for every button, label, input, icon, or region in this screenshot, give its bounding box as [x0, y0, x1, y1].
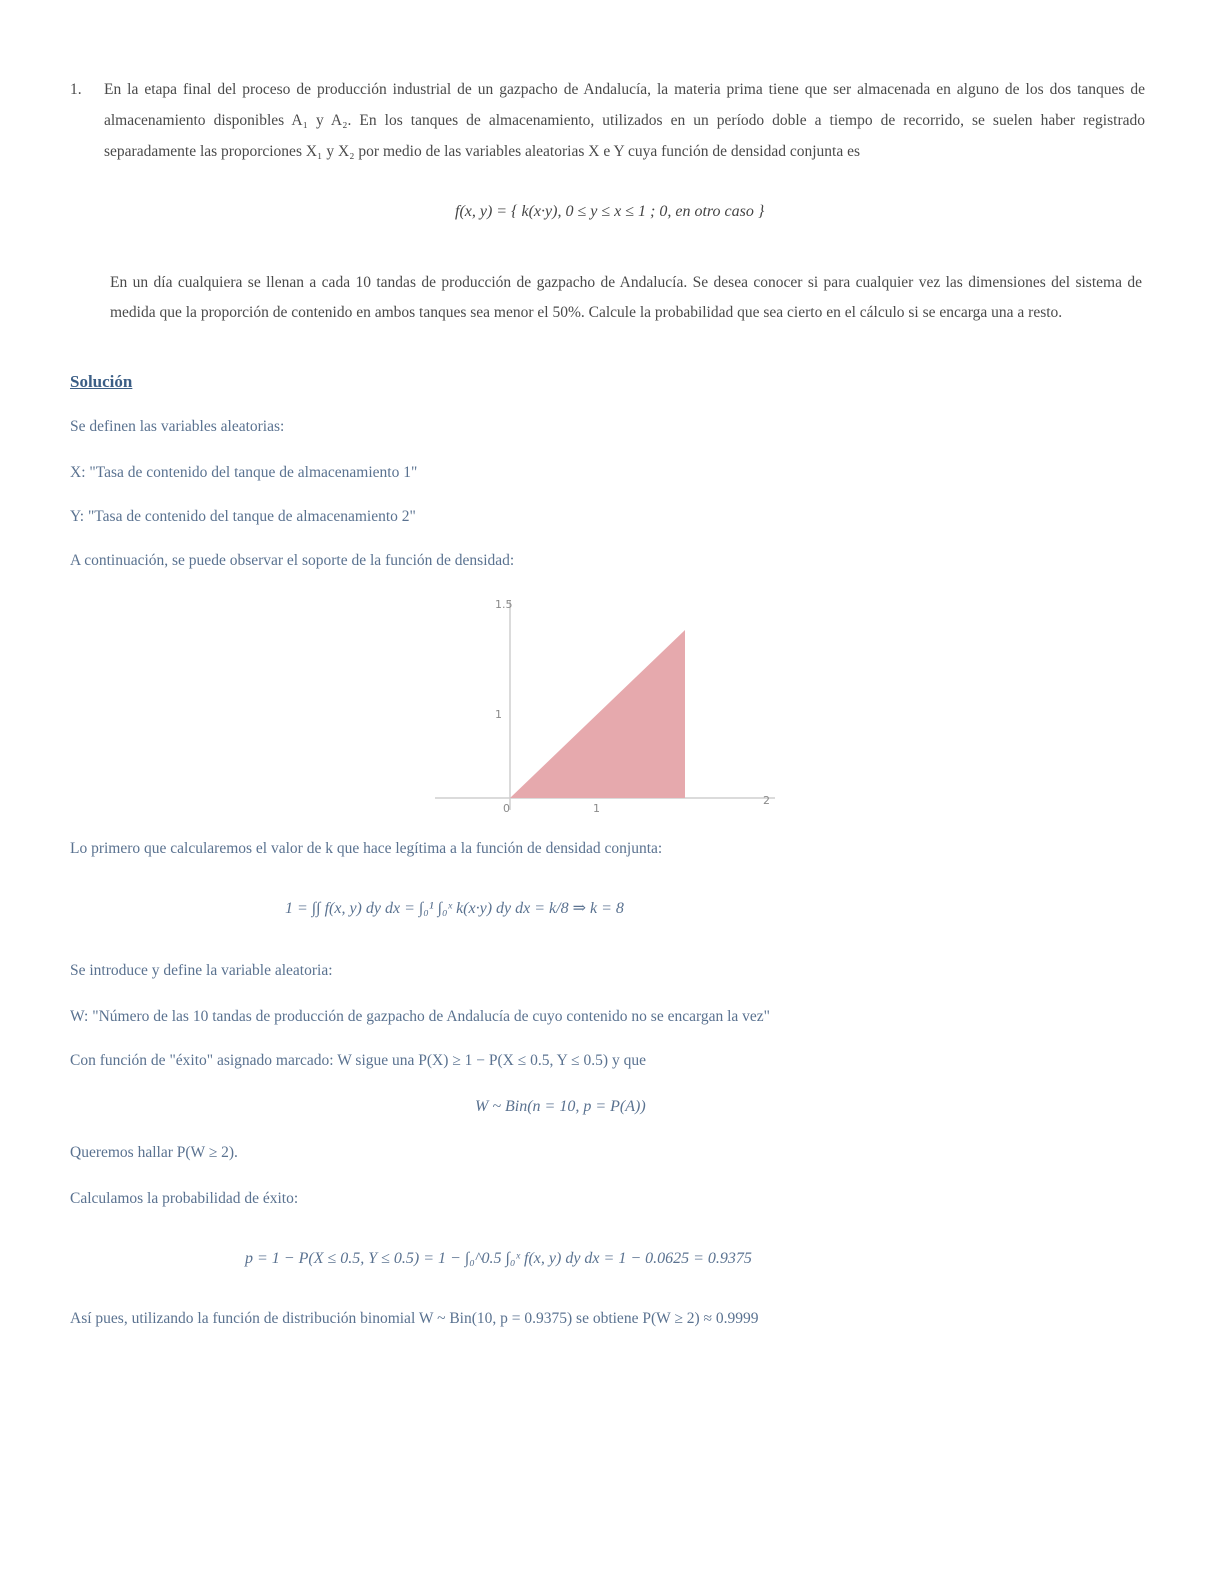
- x-tick-end: 2: [763, 794, 770, 807]
- binomial-equation: W ~ Bin(n = 10, p = P(A)): [475, 1098, 646, 1115]
- normalization-equation: 1 = ∫∫ f(x, y) dy dx = ∫₀¹ ∫₀ˣ k(x·y) dy dx = k/8 ⇒ k = 8: [285, 900, 624, 917]
- solution-line-5: Lo primero que calcularemos el valor de k que hace legítima a la función de densidad conjunta:: [70, 840, 663, 857]
- solution-line-2: X: "Tasa de contenido del tanque de almacenamiento 1": [70, 464, 418, 481]
- probability-equation: p = 1 − P(X ≤ 0.5, Y ≤ 0.5) = 1 − ∫₀^0.5 ∫₀ˣ f(x, y) dy dx = 1 − 0.0625 = 0.9375: [245, 1250, 752, 1267]
- problem-text: En la etapa final del proceso de producción industrial de un gazpacho de Andalucía, la materia prima tiene que ser almacenada en alguno de los dos tanques de almacenamiento disponibles A₁ y A₂. En los tanques de almacenamiento, utilizados en un período doble a tiempo de recorrido, se suelen haber registrado separadamente las proporciones X₁ y X₂ por medio de las variables aleatorias X e Y cuya función de densidad conjunta es: [104, 81, 1145, 160]
- origin-label: 0: [503, 802, 510, 815]
- solution-line-3: Y: "Tasa de contenido del tanque de almacenamiento 2": [70, 508, 416, 525]
- y-tick-top: 1.5: [495, 598, 513, 611]
- support-graph: [425, 590, 785, 815]
- solution-line-7: W: "Número de las 10 tandas de producción de gazpacho de Andalucía de cuyo contenido no se encargan la vez": [70, 1008, 770, 1025]
- solution-line-9: Queremos hallar P(W ≥ 2).: [70, 1144, 238, 1161]
- support-region: [510, 630, 685, 798]
- solution-line-11: Así pues, utilizando la función de distribución binomial W ~ Bin(10, p = 0.9375) se obtiene P(W ≥ 2) ≈ 0.9999: [70, 1310, 759, 1327]
- problem-number: 1.: [70, 81, 82, 98]
- x-tick-mid: 1: [593, 802, 600, 815]
- density-equation: f(x, y) = { k(x·y), 0 ≤ y ≤ x ≤ 1 ; 0, en otro caso }: [455, 203, 765, 220]
- problem-statement: [70, 74, 1145, 167]
- solution-line-8: Con función de "éxito" asignado marcado: W sigue una P(X) ≥ 1 − P(X ≤ 0.5, Y ≤ 0.5) y que: [70, 1052, 646, 1069]
- solution-line-10: Calculamos la probabilidad de éxito:: [70, 1190, 299, 1207]
- solution-line-6: Se introduce y define la variable aleatoria:: [70, 962, 333, 979]
- solution-line-1: Se definen las variables aleatorias:: [70, 418, 285, 435]
- y-tick-mid: 1: [495, 708, 502, 721]
- solution-line-4: A continuación, se puede observar el soporte de la función de densidad:: [70, 552, 515, 569]
- solution-heading: Solución: [70, 372, 133, 391]
- problem-continuation: En un día cualquiera se llenan a cada 10 tandas de producción de gazpacho de Andalucía. Se desea conocer si para cualquier vez las dimensiones del sistema de medida que la proporción de contenido en ambos tanques sea menor el 50%. Calcule la probabilidad que sea cierto en el cálculo si se encarga una a resto.: [110, 274, 1142, 321]
